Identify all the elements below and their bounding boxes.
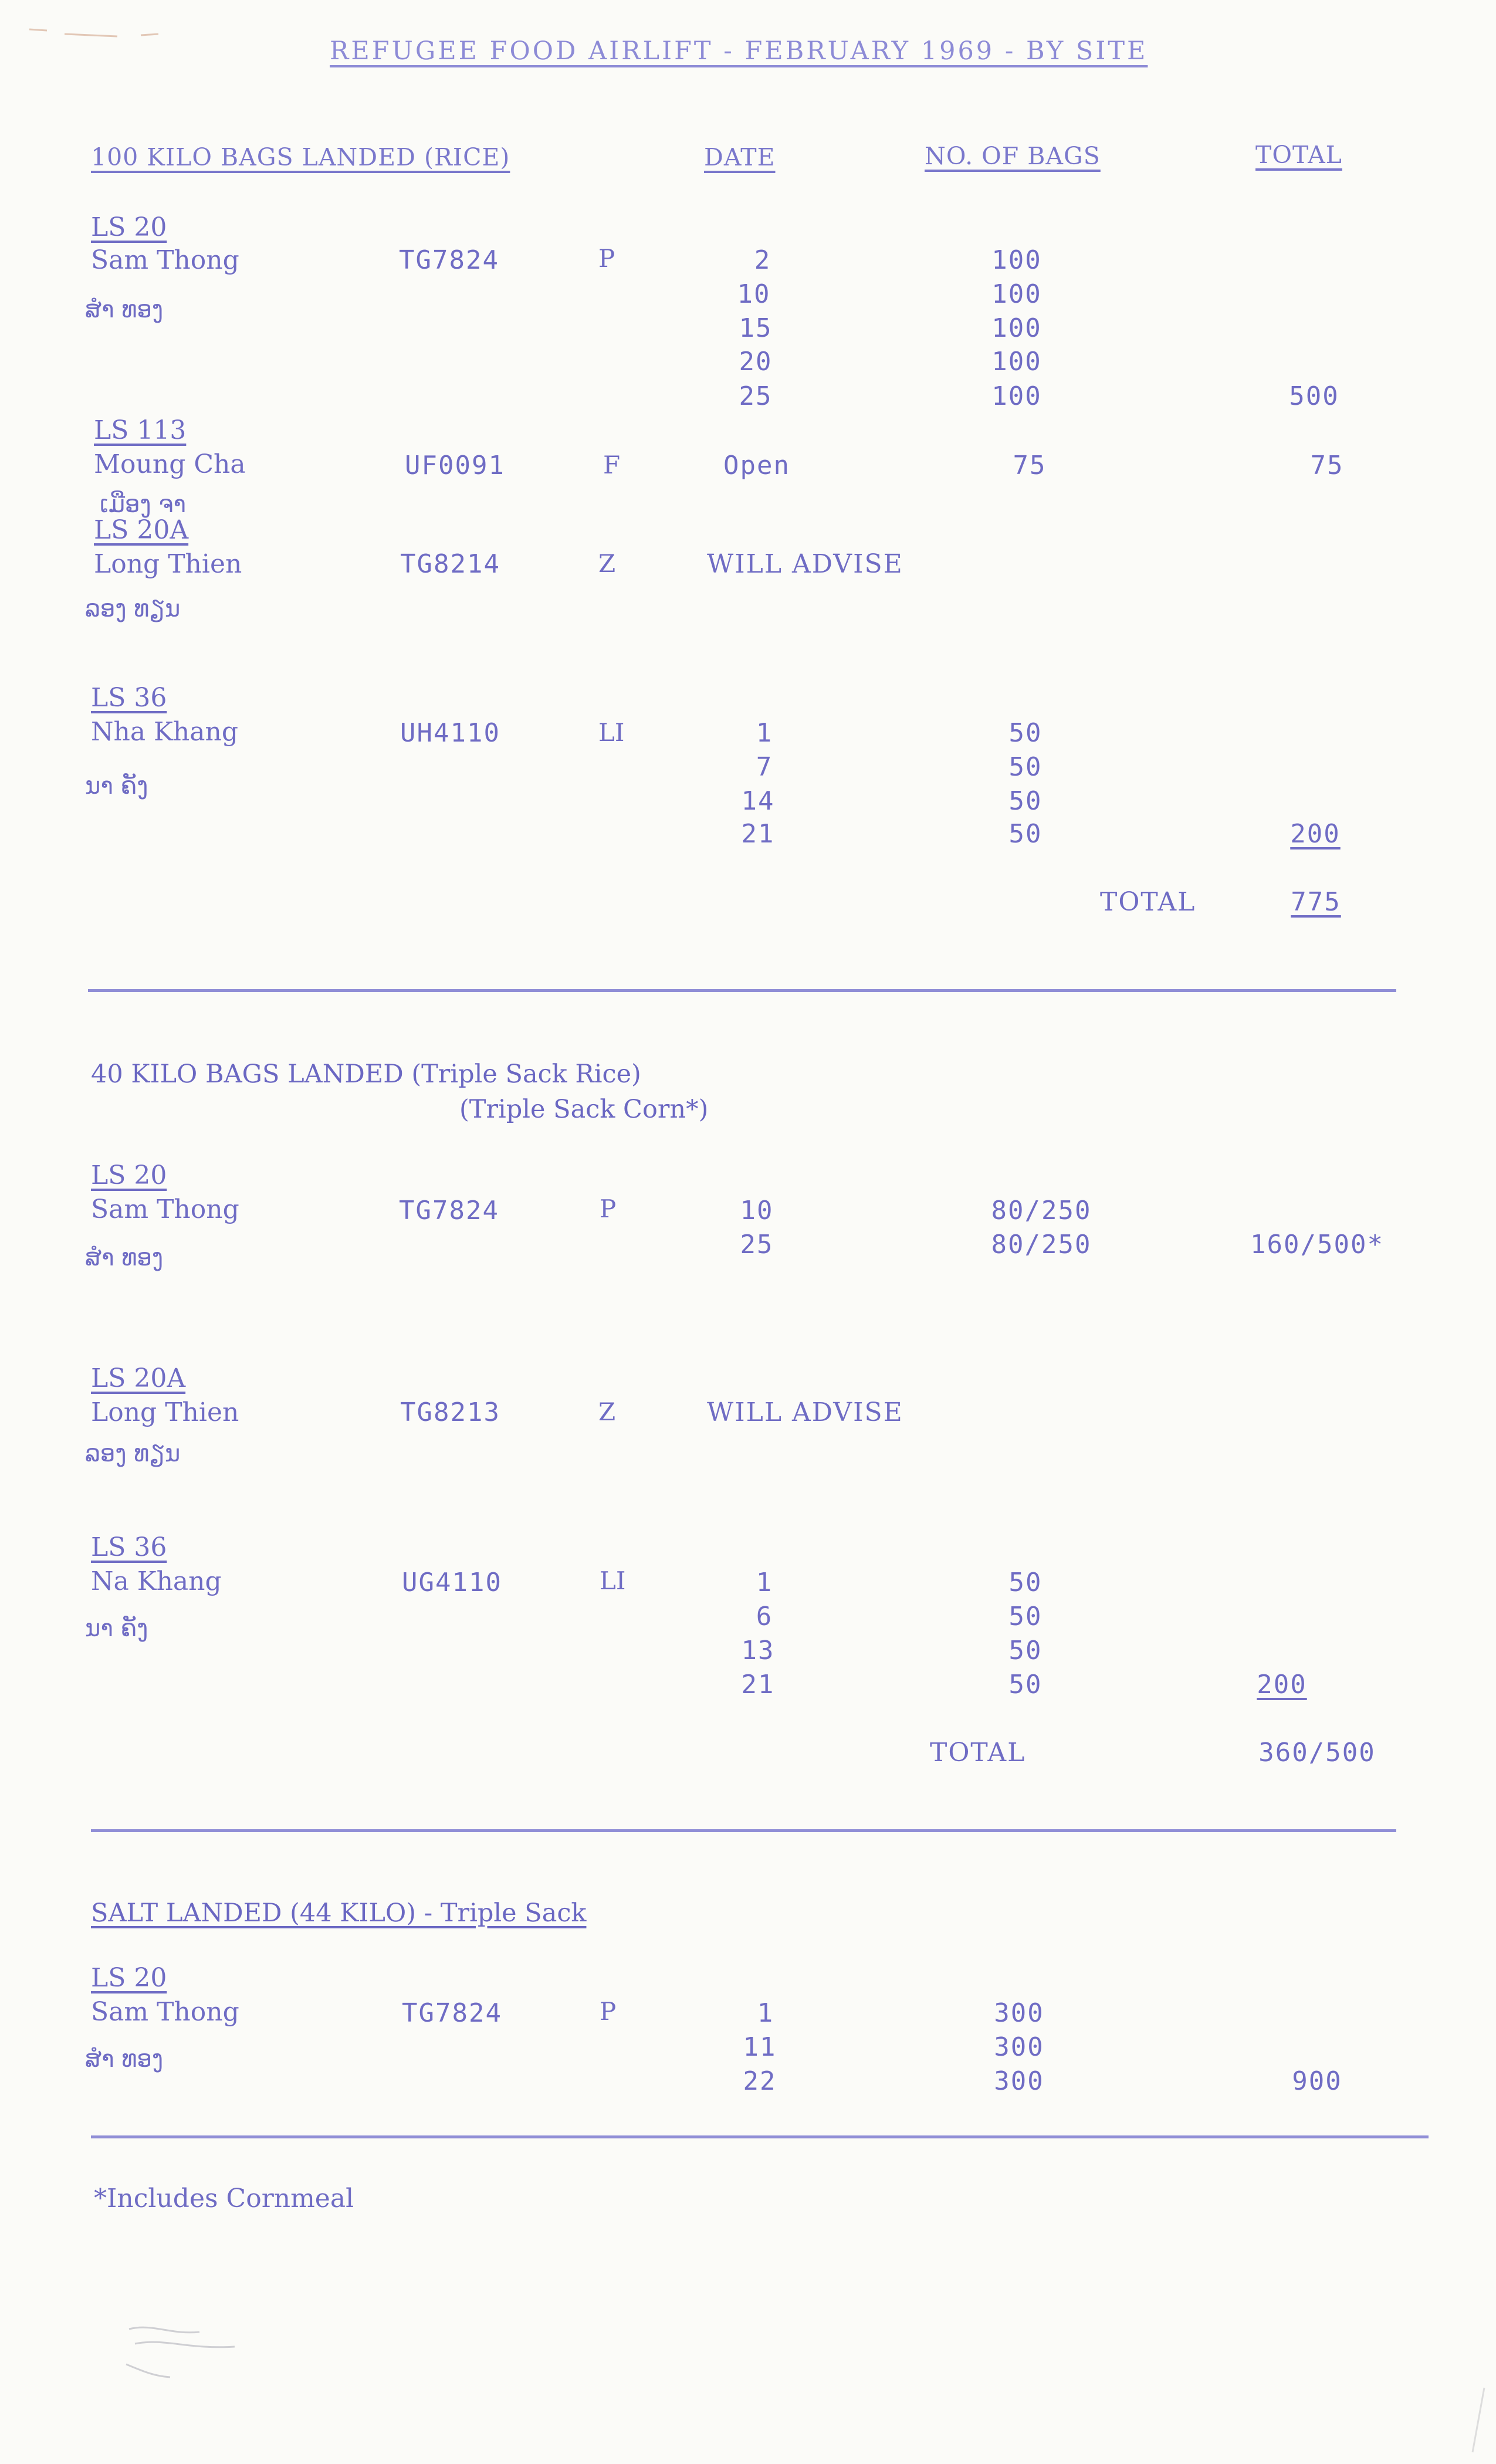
site-total: 160/500* — [1250, 1230, 1384, 1260]
bags-value: 100 — [991, 381, 1042, 411]
section-divider — [91, 2135, 1429, 2138]
section-divider — [88, 989, 1396, 992]
site-id: LS 20 — [91, 212, 167, 242]
date-value: 10 — [740, 1196, 774, 1226]
site-name-lao: ລອງ ທຽນ — [85, 595, 181, 622]
site-name-lao: ເມືອງ ຈາ — [100, 491, 187, 518]
date-value: 10 — [737, 279, 771, 309]
section-divider — [91, 1829, 1396, 1832]
site-total: 75 — [1310, 451, 1344, 480]
site-name: Sam Thong — [91, 1194, 239, 1224]
site-code: TG7824 — [399, 245, 499, 275]
site-code: TG8214 — [400, 549, 500, 579]
site-code: UF0091 — [405, 451, 505, 480]
date-value: 14 — [741, 786, 775, 816]
site-code: TG8213 — [400, 1397, 500, 1427]
bags-value: 50 — [1008, 752, 1043, 782]
bags-value: 100 — [991, 347, 1042, 377]
bags-value: 80/250 — [991, 1196, 1092, 1226]
site-name-lao: ນາ ຄັງ — [85, 773, 148, 800]
bags-value: 80/250 — [991, 1230, 1092, 1260]
date-value: 13 — [741, 1636, 775, 1666]
date-value: Open — [723, 451, 790, 480]
site-id: LS 113 — [94, 415, 187, 445]
bags-value: 300 — [994, 2066, 1044, 2096]
site-name-lao: ສຳ ທອງ — [85, 296, 164, 323]
scan-smudge-mark — [23, 18, 164, 47]
bags-value: 50 — [1008, 718, 1043, 748]
site-letter: Z — [598, 549, 616, 578]
site-letter: P — [598, 244, 615, 273]
date-value: 15 — [739, 313, 773, 343]
site-name: Nha Khang — [91, 717, 239, 747]
bags-value: 50 — [1008, 819, 1043, 849]
will-advise-note: WILL ADVISE — [707, 549, 903, 579]
site-letter: P — [600, 1194, 617, 1223]
site-id: LS 20A — [91, 1363, 186, 1393]
site-letter: LI — [598, 718, 625, 747]
date-value: 20 — [739, 347, 773, 377]
bags-value: 75 — [1013, 451, 1047, 480]
date-value: 11 — [743, 2032, 777, 2062]
site-total: 500 — [1289, 381, 1339, 411]
site-name-lao: ສຳ ທອງ — [85, 2046, 164, 2073]
section-heading-100-kilo-rice: 100 KILO BAGS LANDED (RICE) — [91, 143, 510, 171]
bags-value: 100 — [991, 245, 1042, 275]
site-code: UG4110 — [402, 1568, 502, 1597]
footnote: *Includes Cornmeal — [94, 2184, 354, 2213]
site-letter: P — [600, 1997, 617, 2026]
site-name-lao: ລອງ ທຽນ — [85, 1440, 181, 1467]
site-total: 200 — [1257, 1670, 1307, 1700]
site-letter: F — [603, 451, 621, 479]
grand-total-label: TOTAL — [930, 1738, 1026, 1768]
grand-total-value: 775 — [1291, 887, 1341, 917]
bags-value: 100 — [991, 279, 1042, 309]
bags-value: 50 — [1008, 1602, 1043, 1632]
site-name-lao: ນາ ຄັງ — [85, 1615, 148, 1642]
grand-total-label: TOTAL — [1100, 887, 1196, 917]
date-value: 2 — [754, 245, 771, 275]
site-name: Long Thien — [94, 549, 242, 579]
date-value: 21 — [741, 819, 775, 849]
bags-value: 50 — [1008, 1636, 1043, 1666]
site-code: UH4110 — [400, 718, 500, 748]
bags-value: 50 — [1008, 1670, 1043, 1700]
site-id: LS 36 — [91, 683, 167, 713]
date-value: 22 — [743, 2066, 777, 2096]
bags-value: 50 — [1008, 1568, 1043, 1597]
site-name-lao: ສຳ ທອງ — [85, 1244, 164, 1271]
site-total: 200 — [1290, 819, 1341, 849]
site-code: TG7824 — [402, 1998, 502, 2028]
bags-value: 50 — [1008, 786, 1043, 816]
site-name: Sam Thong — [91, 245, 239, 275]
date-value: 6 — [756, 1602, 773, 1632]
will-advise-note: WILL ADVISE — [707, 1397, 903, 1427]
scan-smudge-mark — [117, 2311, 270, 2382]
date-value: 25 — [739, 381, 773, 411]
site-name: Moung Cha — [94, 449, 246, 479]
date-value: 7 — [756, 752, 773, 782]
date-value: 1 — [757, 1998, 774, 2028]
site-name: Na Khang — [91, 1566, 222, 1596]
site-id: LS 20 — [91, 1160, 167, 1190]
column-header-date: DATE — [704, 143, 776, 171]
grand-total-value: 360/500 — [1258, 1738, 1376, 1768]
section-heading-salt: SALT LANDED (44 KILO) - Triple Sack — [91, 1898, 587, 1928]
site-letter: LI — [600, 1566, 626, 1595]
section-subheading-corn: (Triple Sack Corn*) — [459, 1095, 709, 1124]
date-value: 1 — [756, 718, 773, 748]
bags-value: 300 — [994, 2032, 1044, 2062]
site-code: TG7824 — [399, 1196, 499, 1226]
column-header-no-of-bags: NO. OF BAGS — [925, 142, 1101, 170]
page-corner-mark — [1431, 2382, 1490, 2458]
site-name: Sam Thong — [91, 1997, 239, 2027]
site-total: 900 — [1292, 2066, 1342, 2096]
date-value: 21 — [741, 1670, 775, 1700]
site-id: LS 20 — [91, 1963, 167, 1993]
date-value: 1 — [756, 1568, 773, 1597]
date-value: 25 — [740, 1230, 774, 1260]
section-heading-40-kilo: 40 KILO BAGS LANDED (Triple Sack Rice) — [91, 1060, 641, 1089]
column-header-total: TOTAL — [1255, 141, 1342, 169]
bags-value: 300 — [994, 1998, 1044, 2028]
document-title: REFUGEE FOOD AIRLIFT - FEBRUARY 1969 - BY SITE — [330, 36, 1148, 66]
site-letter: Z — [598, 1397, 616, 1426]
site-id: LS 36 — [91, 1532, 167, 1562]
site-name: Long Thien — [91, 1397, 239, 1427]
site-id: LS 20A — [94, 515, 189, 545]
bags-value: 100 — [991, 313, 1042, 343]
